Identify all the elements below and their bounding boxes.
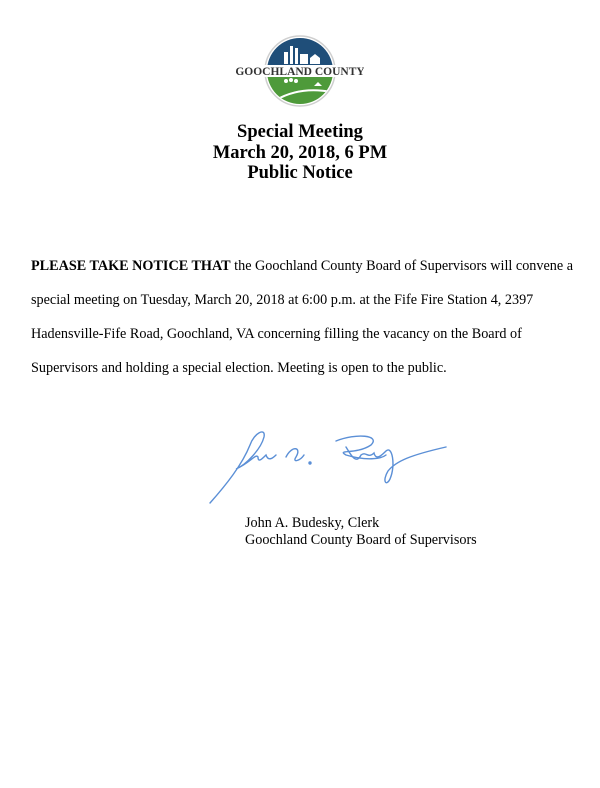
county-logo — [236, 34, 364, 108]
notice-title — [0, 122, 600, 184]
notice-line-4: Supervisors and holding a special election. Meeting is open to the public. — [31, 360, 447, 376]
title-notice-label: Public Notice — [247, 163, 353, 183]
notice-body — [31, 249, 576, 385]
signer-organization: Goochland County Board of Supervisors — [245, 532, 477, 548]
signature-block — [245, 515, 477, 549]
signature-image — [206, 425, 456, 510]
notice-line-3: Hadensville-Fife Road, Goochland, VA concerning filling the vacancy on the Board of — [31, 326, 522, 342]
signer-name: John A. Budesky, Clerk — [245, 515, 380, 531]
notice-line-2: special meeting on Tuesday, March 20, 2018 at 6:00 p.m. at the Fife Fire Station 4, 2397 — [31, 292, 534, 308]
title-date-time: March 20, 2018, 6 PM — [212, 142, 388, 163]
notice-line-1: PLEASE TAKE NOTICE THAT the Goochland County Board of Supervisors will convene a — [31, 258, 574, 274]
svg-text:GOOCHLAND COUNTY: GOOCHLAND COUNTY — [236, 66, 364, 78]
notice-lead: PLEASE TAKE NOTICE THAT — [31, 258, 231, 274]
title-meeting-type: Special Meeting — [237, 122, 363, 142]
